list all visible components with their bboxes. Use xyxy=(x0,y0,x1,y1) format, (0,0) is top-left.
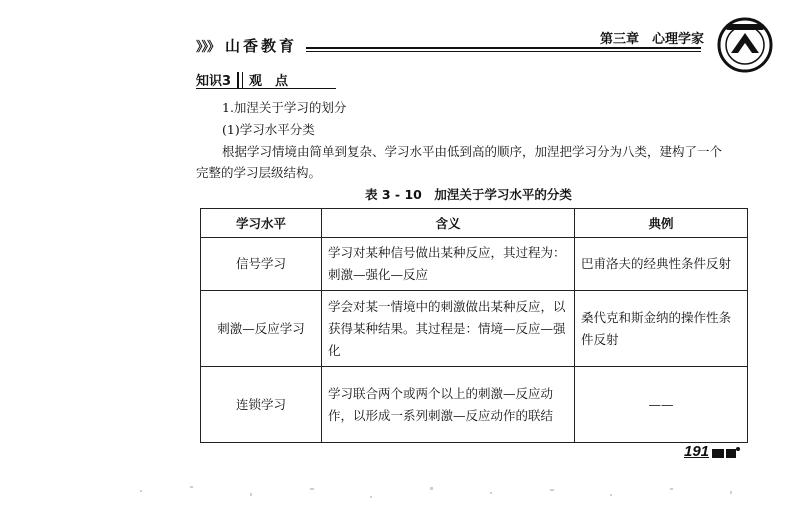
heading-1: 1.加涅关于学习的划分 xyxy=(222,100,347,115)
header-rule-thin xyxy=(306,51,701,52)
cell-example: 桑代克和斯金纳的操作性条件反射 xyxy=(575,291,748,367)
knowledge-section-tag xyxy=(196,70,288,89)
table-row xyxy=(201,291,748,367)
knowledge-number: 知识3 xyxy=(196,74,232,89)
chapter-title: 第三章 心理学家 xyxy=(600,32,705,47)
cell-meaning: 学习对某种信号做出某种反应，其过程为：刺激—强化—反应 xyxy=(322,238,575,291)
cell-level: 连锁学习 xyxy=(201,367,322,443)
brand-arrows: 》》》 xyxy=(196,39,220,55)
table-row xyxy=(201,238,748,291)
header-level: 学习水平 xyxy=(201,209,322,238)
table-row xyxy=(201,367,748,443)
table-caption: 表 3 - 10 加涅关于学习水平的分类 xyxy=(365,187,572,202)
paragraph-line-2: 完整的学习层级结构。 xyxy=(196,165,322,180)
cell-meaning: 学会对某一情境中的刺激做出某种反应，以获得某种结果。其过程是：情境—反应—强化 xyxy=(322,291,575,367)
paragraph-line-1: 根据学习情境由简单到复杂、学习水平由低到高的顺序，加涅把学习分为八类，建构了一个 xyxy=(222,144,723,159)
header-rule xyxy=(306,47,701,49)
header-example: 典例 xyxy=(575,209,748,238)
page-number: 191 xyxy=(684,443,710,460)
header-meaning: 含义 xyxy=(322,209,575,238)
scan-noise xyxy=(130,478,770,508)
publisher-logo-icon xyxy=(716,16,774,74)
cell-meaning: 学习联合两个或两个以上的刺激—反应动作，以形成一系列刺激—反应动作的联结 xyxy=(322,367,575,443)
brand-name: 山香教育 xyxy=(225,36,298,55)
section-underline xyxy=(196,88,336,89)
cell-example: —— xyxy=(575,367,748,443)
cell-level: 刺激—反应学习 xyxy=(201,291,322,367)
brand-header xyxy=(196,34,297,56)
page-ornament-icon xyxy=(712,447,740,459)
table-header-row xyxy=(201,209,748,238)
cell-level: 信号学习 xyxy=(201,238,322,291)
section-title: 观 点 xyxy=(249,74,289,89)
cell-example: 巴甫洛夫的经典性条件反射 xyxy=(575,238,748,291)
learning-level-table xyxy=(200,208,748,443)
section-divider xyxy=(237,72,243,88)
heading-2: (1)学习水平分类 xyxy=(222,122,315,137)
